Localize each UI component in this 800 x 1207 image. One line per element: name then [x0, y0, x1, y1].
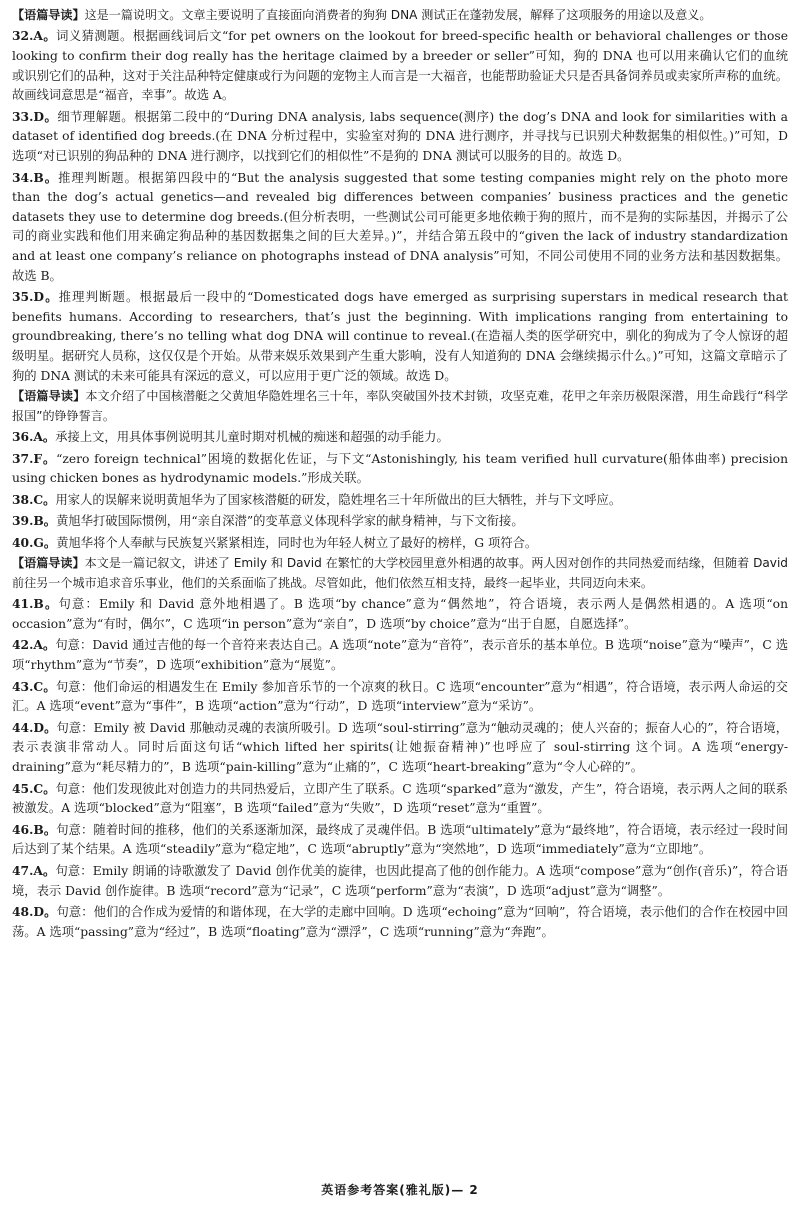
answer-explanation: 承接上文，用具体事例说明其儿童时期对机械的痴迷和超强的动手能力。 — [55, 429, 449, 444]
intro-tag: 【语篇导读】 — [12, 556, 85, 571]
answer-item-45 — [12, 779, 788, 819]
answer-explanation: “zero foreign technical”困境的数据化佐证，与下文“Astonishingly, his team verified hull curvature(船体曲率) precision using chicken bones as hydrodynamic models.”形成关联。 — [12, 451, 789, 486]
section-intro — [12, 6, 788, 25]
answer-number: 43.C。 — [12, 678, 56, 694]
intro-tag: 【语篇导读】 — [12, 389, 86, 404]
answer-number: 33.D。 — [12, 108, 58, 124]
answer-explanation: 句意：随着时间的推移，他们的关系逐渐加深，最终成了灵魂伴侣。B 选项“ultimately”意为“最终地”，符合语境，表示经过一段时间后达到了某个结果。A 选项“steadily”意为“稳定地”，C 选项“abruptly”意为“突然地”，D 选项“immediately”意为“立即地”。 — [12, 822, 788, 857]
answer-explanation: 用家人的误解来说明黄旭华为了国家核潜艇的研发，隐姓埋名三十年所做出的巨大牺牲，并与下文呼应。 — [55, 492, 622, 507]
answer-item-39 — [12, 511, 788, 532]
answer-item-47 — [12, 861, 788, 901]
answer-explanation: 细节理解题。根据第二段中的“During DNA analysis, labs sequence(测序) the dog’s DNA and look for similarities with a dataset of identified dog breeds.(在 DNA 分析过程中，实验室对狗的 DNA 进行测序，并寻找与已识别犬种数据集的相似性。)”可知，D 选项“对已识别的狗品种的 DNA 进行测序，以找到它们的相似性”不是狗的 DNA 测试可以服务的目的。故选 D。 — [12, 109, 788, 163]
page-footer: 英语参考答案(雅礼版)— 2 — [321, 1183, 479, 1198]
answer-item-36 — [12, 427, 788, 448]
answer-item-42 — [12, 635, 788, 675]
answer-explanation: 黄旭华打破国际惯例，用“亲自深潜”的变革意义体现科学家的献身精神，与下文衔接。 — [56, 514, 524, 529]
intro-text: 本文介绍了中国核潜艇之父黄旭华隐姓埋名三十年，率队突破国外技术封锁，攻坚克难，花甲之年亲历极限深潜，用生命践行“科学报国”的铮铮誓言。 — [12, 389, 788, 423]
answer-explanation: 句意：David 通过吉他的每一个音符来表达自己。A 选项“note”意为“音符”，表示音乐的基本单位。B 选项“noise”意为“噪声”，C 选项“rhythm”意为“节奏”，D 选项“exhibition”意为“展览”。 — [12, 638, 788, 673]
answer-number: 44.D。 — [12, 719, 57, 735]
answer-number: 40.G。 — [12, 534, 57, 550]
answer-explanation: 句意：他们命运的相遇发生在 Emily 参加音乐节的一个凉爽的秋日。C 选项“encounter”意为“相遇”，符合语境，表示两人命运的交汇。A 选项“event”意为“事件”，B 选项“action”意为“行动”，D 选项“interview”意为“采访”。 — [12, 679, 788, 714]
answer-item-37 — [12, 449, 788, 489]
intro-tag: 【语篇导读】 — [12, 8, 85, 22]
answer-item-35 — [12, 287, 788, 386]
answer-number: 36.A。 — [12, 428, 56, 444]
answer-explanation: 句意：Emily 被 David 那触动灵魂的表演所吸引。D 选项“soul-stirring”意为“触动灵魂的；使人兴奋的；振奋人心的”，符合语境，表示表演非常动人。同时后面这句话“which lifted her spirits(让她振奋精神)”也呼应了 soul-stirring 这个词。A 选项“energy-draining”意为“耗尽精力的”，B 选项“pain-killing”意为“止痛的”，C 选项“heart-breaking”意为“令人心碎的”。 — [12, 720, 788, 775]
intro-text: 这是一篇说明文。文章主要说明了直接面向消费者的狗狗 DNA 测试正在蓬勃发展，解释了这项服务的用途以及意义。 — [84, 8, 712, 22]
answer-number: 35.D。 — [12, 289, 59, 305]
section-dna — [12, 6, 788, 386]
answer-number: 41.B。 — [12, 596, 59, 612]
answer-number: 48.D。 — [12, 904, 57, 920]
answer-explanation: 词义猜测题。根据画线词后文“for pet owners on the lookout for breed-specific health or behavioral challenges or those looking to confirm their dog really has the heritage claimed by a breeder or seller”可知，狗的 DNA 也可以用来确认它们的血统或识别它们的品种，这对于关注品种特定健康或行为问题的宠物主人而言是一大福音，也能帮助验证犬只是否具备饲养员或卖家所声称的血统。故画线词意思是“福音，幸事”。故选 A。 — [12, 29, 788, 103]
answer-item-40 — [12, 533, 788, 554]
answer-number: 39.B。 — [12, 513, 57, 529]
answer-explanation: 黄旭华将个人奉献与民族复兴紧紧相连，同时也为年轻人树立了最好的榜样，G 项符合。 — [56, 535, 538, 550]
answer-explanation: 句意：他们的合作成为爱情的和谐体现，在大学的走廊中回响。D 选项“echoing”意为“回响”，符合语境，表示他们的合作在校园中回荡。A 选项“passing”意为“经过”，B 选项“floating”意为“漂浮”，C 选项“running”意为“奔跑”。 — [12, 905, 788, 939]
answer-item-33 — [12, 107, 788, 167]
intro-text: 本文是一篇记叙文，讲述了 Emily 和 David 在繁忙的大学校园里意外相遇的故事。两人因对创作的共同热爱而结缘，但随着 David 前往另一个城市追求音乐事业，他们的关系面临了挑战。尽管如此，他们依然互相支持，最终一起毕业，共同迈向未来。 — [12, 556, 788, 590]
answer-explanation: 推理判断题。根据最后一段中的“Domesticated dogs have emerged as surprising superstars in medical research that benefits humans. According to researchers, that’s just the beginning. With implications ranging from entertaining to groundbreaking, there’s no telling what dog DNA will continue to reveal.(在造福人类的医学研究中，驯化的狗成为了令人惊讶的超级明星。据研究人员称，这仅仅是个开始。从带来娱乐效果到产生重大影响，没有人知道狗的 DNA 会继续揭示什么。)”可知，这篇文章暗示了狗的 DNA 测试的未来可能具有深远的意义，可以应用于更广泛的领域。故选 D。 — [12, 290, 788, 383]
section-intro — [12, 387, 788, 426]
answer-explanation: 句意：他们发现彼此对创造力的共同热爱后，立即产生了联系。C 选项“sparked”意为“激发，产生”，符合语境，表示两人之间的联系被激发。A 选项“blocked”意为“阻塞”，B 选项“failed”意为“失败”，D 选项“reset”意为“重置”。 — [12, 781, 788, 816]
answer-item-34 — [12, 168, 788, 287]
answer-number: 38.C。 — [12, 491, 56, 507]
answer-explanation: 句意：Emily 朗诵的诗歌激发了 David 创作优美的旋律，也因此提高了他的创作能力。A 选项“compose”意为“创作(音乐)”，符合语境，表示 David 创作旋律。B 选项“record”意为“记录”，C 选项“perform”意为“表演”，D 选项“adjust”意为“调整”。 — [12, 864, 788, 898]
answer-item-46 — [12, 820, 788, 860]
section-cloze — [12, 554, 788, 942]
answer-number: 42.A。 — [12, 637, 56, 653]
answer-item-44 — [12, 718, 788, 778]
answer-number: 47.A。 — [12, 863, 56, 878]
section-submarine — [12, 387, 788, 553]
answer-item-43 — [12, 677, 788, 717]
answer-number: 32.A。 — [12, 28, 57, 44]
answer-number: 45.C。 — [12, 780, 56, 796]
answer-item-48 — [12, 902, 788, 942]
answer-number: 34.B。 — [12, 169, 59, 185]
section-intro — [12, 554, 788, 593]
answer-item-38 — [12, 490, 788, 511]
answer-item-32 — [12, 26, 788, 105]
answer-item-41 — [12, 594, 788, 634]
answer-explanation: 推理判断题。根据第四段中的“But the analysis suggested that some testing companies might rely on the photo more than the dog’s actual genetics—and revealed big differences between companies’ business practices and the genetic datasets they use to determine dog breeds.(但分析表明，一些测试公司可能更多地依赖于狗的照片，而不是狗的实际基因，并揭示了公司的商业实践和他们用来确定狗品种的基因数据集之间的巨大差异。)”，并结合第五段中的“given the lack of industry standardization and at least one company’s reliance on photographs instead of DNA analysis”可知，不同公司使用不同的业务方法和基因数据集。故选 B。 — [12, 170, 788, 283]
answer-explanation: 句意：Emily 和 David 意外地相遇了。B 选项“by chance”意为“偶然地”，符合语境，表示两人是偶然相遇的。A 选项“on occasion”意为“有时，偶尔”，C 选项“in person”意为“亲自”，D 选项“by choice”意为“出于自愿，自愿选择”。 — [12, 597, 788, 631]
answer-number: 37.F。 — [12, 450, 57, 466]
answer-number: 46.B。 — [12, 821, 57, 837]
